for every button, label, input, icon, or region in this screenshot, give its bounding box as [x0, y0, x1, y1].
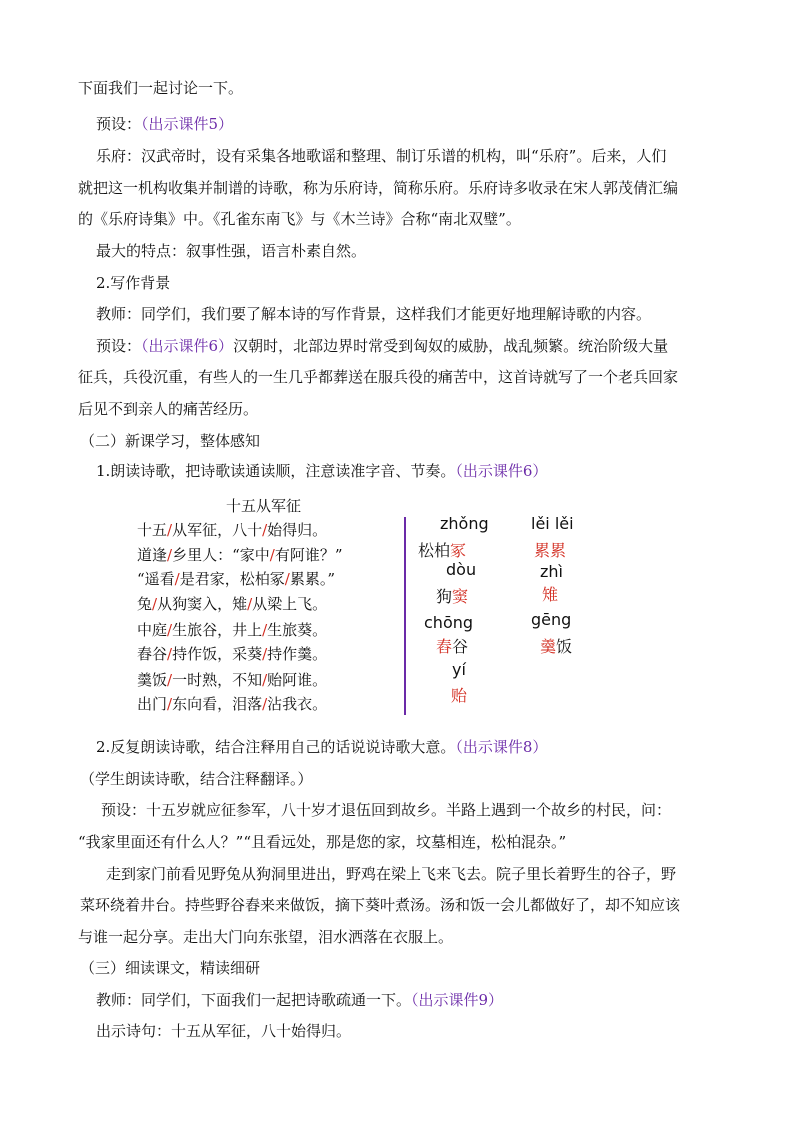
paragraph: 出示诗句：十五从军征，八十始得归。 [96, 1022, 352, 1040]
courseware-ref: （出示课件8） [455, 738, 548, 756]
courseware-ref: （出示课件6） [141, 337, 234, 355]
rhythm-slash: / [167, 671, 173, 689]
vocab-word: 贻 [451, 686, 468, 705]
rhythm-slash: / [269, 546, 275, 564]
vocab-word: 舂谷 [436, 637, 469, 656]
paragraph: 菜环绕着井台。持些野谷舂来来做饭，摘下葵叶煮汤。汤和饭一会儿都做好了，却不知应该 [80, 896, 681, 914]
poem-line: 舂谷/持作饭，采葵/持作羹。 [137, 645, 328, 663]
rhythm-slash: / [247, 595, 253, 613]
rhythm-slash: / [167, 521, 173, 539]
poem-title: 十五从军征 [226, 497, 302, 515]
rhythm-slash: / [262, 671, 268, 689]
paragraph: 2.反复朗读诗歌，结合注释用自己的话说说诗歌大意。（出示课件8） [96, 738, 548, 756]
paragraph: （学生朗读诗歌，结合注释翻译。） [80, 770, 313, 788]
vocab-word: 雉 [542, 585, 559, 604]
rhythm-slash: / [167, 695, 173, 713]
rhythm-slash: / [262, 621, 268, 639]
paragraph: 就把这一机构收集并制谱的诗歌，称为乐府诗，简称乐府。乐府诗多收录在宋人郭茂倩汇编 [78, 179, 679, 197]
poem-line: 兔/从狗窦入，雉/从梁上飞。 [137, 595, 328, 613]
poem-line: 道逢/乡里人：“家中/有阿谁？” [137, 546, 343, 564]
rhythm-slash: / [174, 570, 180, 588]
paragraph: “我家里面还有什么人？”“且看远处，那是您的家，坟墓相连，松柏混杂。” [78, 833, 567, 851]
paragraph: 走到家门前看见野兔从狗洞里进出，野鸡在梁上飞来飞去。院子里长着野生的谷子，野 [106, 865, 677, 883]
rhythm-slash: / [167, 645, 173, 663]
poem-line: “遥看/是君家，松柏冢/累累。” [137, 570, 335, 588]
rhythm-slash: / [262, 695, 268, 713]
divider [404, 517, 406, 715]
section-heading: （三）细读课文，精读细研 [80, 959, 261, 977]
pinyin: zhì [540, 562, 563, 581]
courseware-ref: （出示课件5） [141, 115, 234, 133]
vocab-word: 狗窦 [436, 587, 469, 606]
paragraph: 下面我们一起讨论一下。 [78, 79, 244, 97]
paragraph: 教师：同学们，我们要了解本诗的写作背景，这样我们才能更好地理解诗歌的内容。 [96, 305, 652, 323]
pinyin: chōng [424, 613, 474, 632]
paragraph: 征兵，兵役沉重，有些人的一生几乎都葬送在服兵役的痛苦中，这首诗就写了一个老兵回家 [78, 368, 679, 386]
poem-line: 出门/东向看，泪落/沾我衣。 [137, 695, 328, 713]
courseware-ref: （出示课件9） [411, 991, 504, 1009]
vocab-word: 累累 [534, 541, 567, 560]
pinyin: dòu [446, 560, 477, 579]
paragraph: 乐府：汉武帝时，设有采集各地歌谣和整理、制订乐谱的机构，叫“乐府”。后来，人们 [96, 147, 667, 165]
paragraph: 与谁一起分享。走出大门向东张望，泪水洒落在衣服上。 [78, 928, 454, 946]
rhythm-slash: / [167, 621, 173, 639]
pinyin: gēng [531, 610, 572, 629]
section-heading: 2.写作背景 [96, 274, 171, 292]
pinyin: yí [452, 660, 466, 679]
paragraph: 教师：同学们，下面我们一起把诗歌疏通一下。（出示课件9） [96, 991, 504, 1009]
paragraph: 预设：（出示课件6）汉朝时，北部边界时常受到匈奴的威胁，战乱频繁。统治阶级大量 [96, 337, 669, 355]
poem-line: 羹饭/一时熟，不知/贻阿谁。 [137, 671, 328, 689]
poem-line: 中庭/生旅谷，井上/生旅葵。 [137, 621, 328, 639]
poem-line: 十五/从军征，八十/始得归。 [137, 521, 328, 539]
paragraph: 1.朗读诗歌，把诗歌读通读顺，注意读准字音、节奏。（出示课件6） [96, 462, 548, 480]
paragraph: 最大的特点：叙事性强，语言朴素自然。 [96, 242, 367, 260]
rhythm-slash: / [167, 546, 173, 564]
rhythm-slash: / [152, 595, 158, 613]
pinyin: zhǒng [440, 514, 489, 533]
courseware-ref: （出示课件6） [455, 462, 548, 480]
vocab-word: 松柏冢 [418, 541, 467, 560]
rhythm-slash: / [262, 645, 268, 663]
paragraph: 预设：十五岁就应征参军，八十岁才退伍回到故乡。半路上遇到一个故乡的村民，问： [101, 801, 672, 819]
pinyin: lěi lěi [531, 514, 574, 533]
paragraph: 预设：（出示课件5） [96, 115, 234, 133]
section-heading: （二）新课学习，整体感知 [80, 432, 261, 450]
rhythm-slash: / [284, 570, 290, 588]
rhythm-slash: / [262, 521, 268, 539]
paragraph: 的《乐府诗集》中。《孔雀东南飞》与《木兰诗》合称“南北双璧”。 [78, 210, 521, 228]
vocab-word: 羹饭 [540, 637, 573, 656]
paragraph: 后见不到亲人的痛苦经历。 [78, 400, 259, 418]
